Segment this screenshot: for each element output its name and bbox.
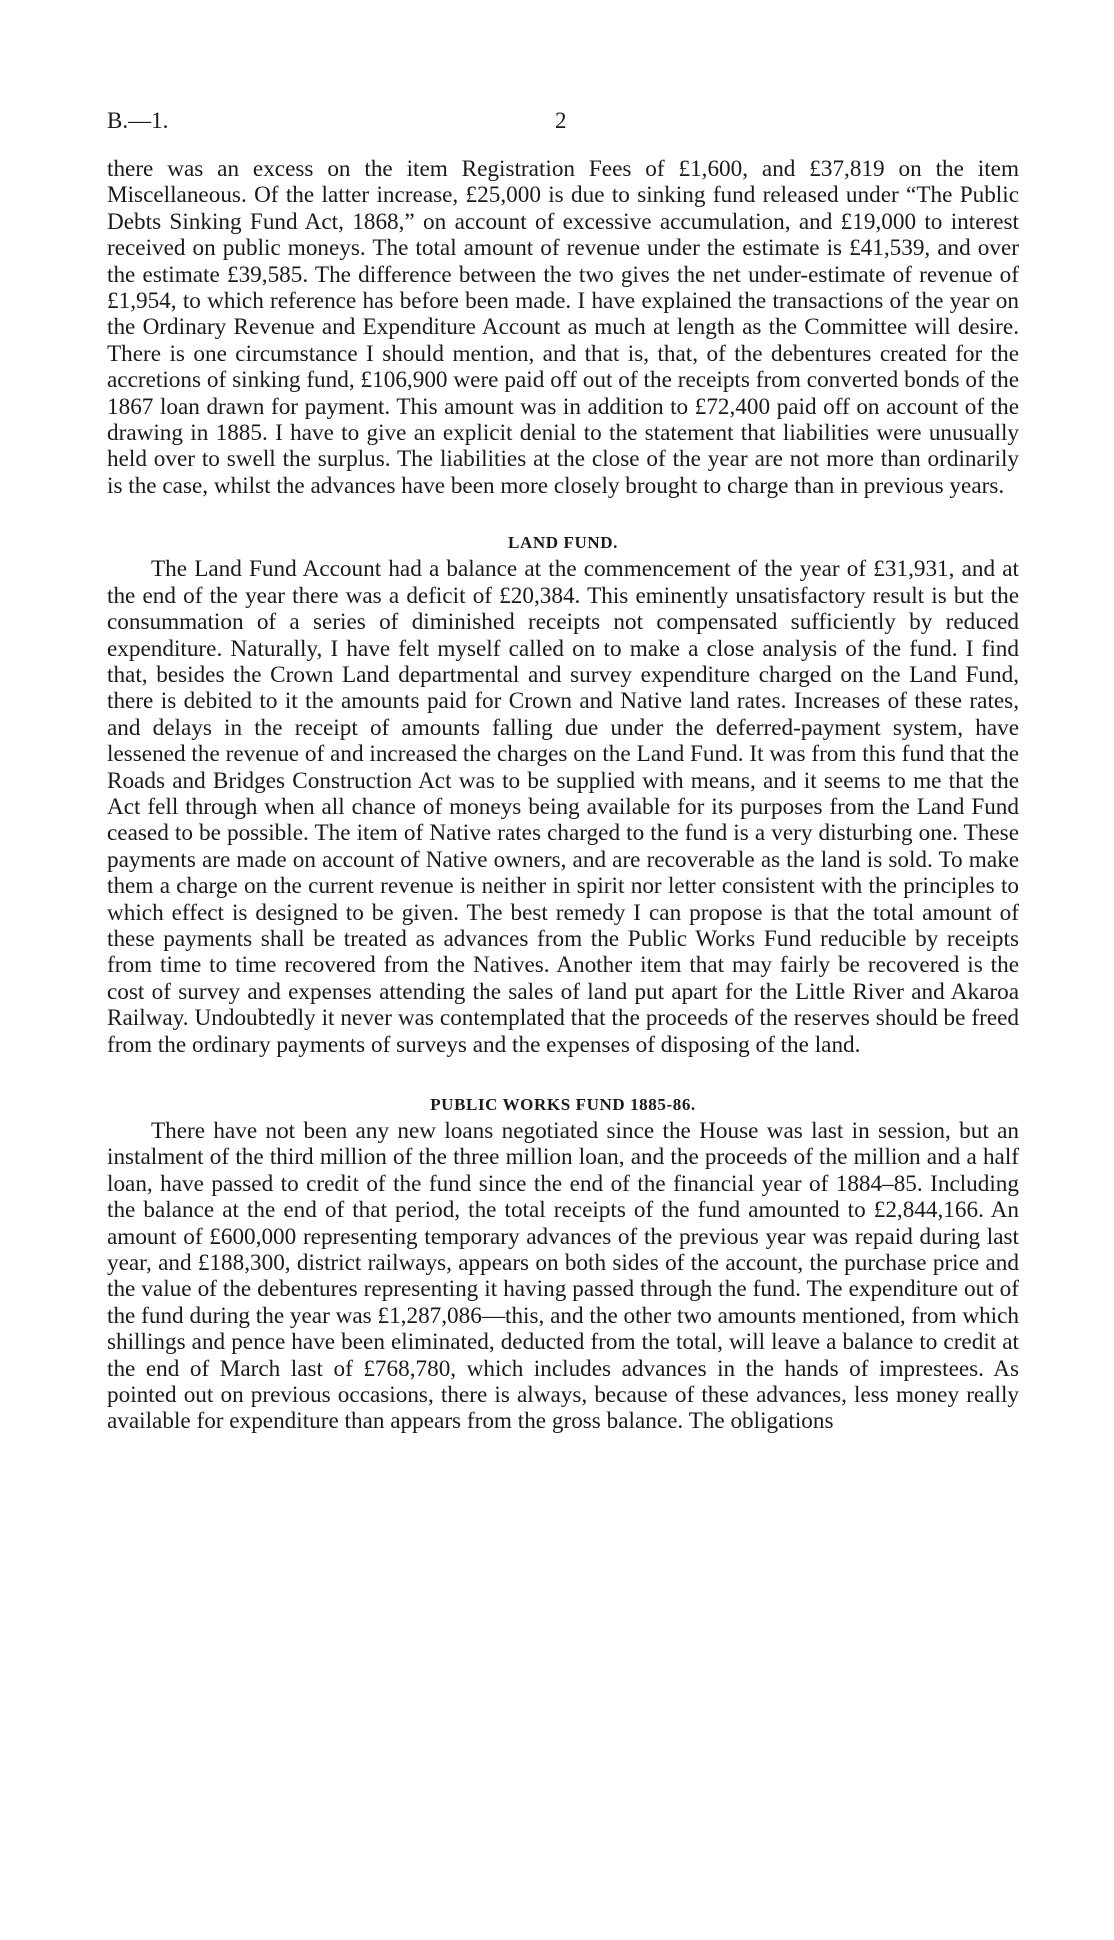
section-heading-public-works-fund: PUBLIC WORKS FUND 1885-86. — [430, 1095, 696, 1114]
body-paragraph-public-works-fund: There have not been any new loans negotiated since the House was last in session, but an instalment of the third million of the three million loan, and the proceeds of the million and a half loan, have passed to credit of the fund since the end of the financial year of 1884–85. Including the balance at the end of that period, the total receipts of the fund amounted to £2,844,166. An amount of £600,000 representing temporary advances of the previous year was repaid during last year, and £188,300, district railways, appears on both sides of the account, the purchase price and the value of the debentures representing it having passed through the fund. The expenditure out of the fund during the year was £1,287,086—this, and the other two amounts mentioned, from which shillings and pence have been eliminated, deducted from the total, will leave a balance to credit at the end of March last of £768,780, which includes advances in the hands of imprestees. As pointed out on previous occasions, there is always, because of these advances, less money really available for expenditure than appears from the gross balance. The obligations — [107, 1118, 1019, 1435]
body-paragraph-land-fund: The Land Fund Account had a balance at the commencement of the year of £31,931, and at the end of the year there was a deficit of £20,384. This eminently unsatisfactory result is but the consummation of a series of diminished receipts not compensated sufficiently by reduced expenditure. Naturally, I have felt myself called on to make a close analysis of the fund. I find that, besides the Crown Land departmental and survey expenditure charged on the Land Fund, there is debited to it the amounts paid for Crown and Native land rates. Increases of these rates, and delays in the receipt of amounts falling due under the deferred-payment system, have lessened the revenue of and increased the charges on the Land Fund. It was from this fund that the Roads and Bridges Construction Act was to be supplied with means, and it seems to me that the Act fell through when all chance of moneys being available for its purposes from the Land Fund ceased to be possible. The item of Native rates charged to the fund is a very disturbing one. These payments are made on account of Native owners, and are recoverable as the land is sold. To make them a charge on the current revenue is neither in spirit nor letter consistent with the principles to which effect is designed to be given. The best remedy I can propose is that the total amount of these payments shall be treated as advances from the Public Works Fund reducible by receipts from time to time recovered from the Natives. Another item that may fairly be recovered is the cost of survey and expenses attending the sales of land put apart for the Little River and Akaroa Railway. Undoubtedly it never was contemplated that the proceeds of the reserves should be freed from the ordinary payments of surveys and the expenses of disposing of the land. — [107, 556, 1019, 1058]
document-page — [107, 108, 1019, 1435]
page-number: 2 — [555, 108, 567, 133]
body-paragraph-continuation: there was an excess on the item Registration Fees of £1,600, and £37,819 on the item Miscellaneous. Of the latter increase, £25,000 is due to sinking fund released under “The Public Debts Sinking Fund Act, 1868,” on account of excessive accumulation, and £19,000 to interest received on public moneys. The total amount of revenue under the estimate is £41,539, and over the estimate £39,585. The difference between the two gives the net under-estimate of revenue of £1,954, to which reference has before been made. I have explained the transactions of the year on the Ordinary Revenue and Expenditure Account as much at length as the Committee will desire. There is one circumstance I should mention, and that is, that, of the debentures created for the accretions of sinking fund, £106,900 were paid off out of the receipts from converted bonds of the 1867 loan drawn for payment. This amount was in addition to £72,400 paid off on account of the drawing in 1885. I have to give an explicit denial to the statement that liabilities were unusually held over to swell the surplus. The liabilities at the close of the year are not more than ordinarily is the case, whilst the advances have been more closely brought to charge than in previous years. — [107, 156, 1019, 499]
running-header — [107, 108, 1019, 142]
section-heading-land-fund: LAND FUND. — [508, 533, 618, 553]
document-reference: B.—1. — [107, 108, 169, 133]
